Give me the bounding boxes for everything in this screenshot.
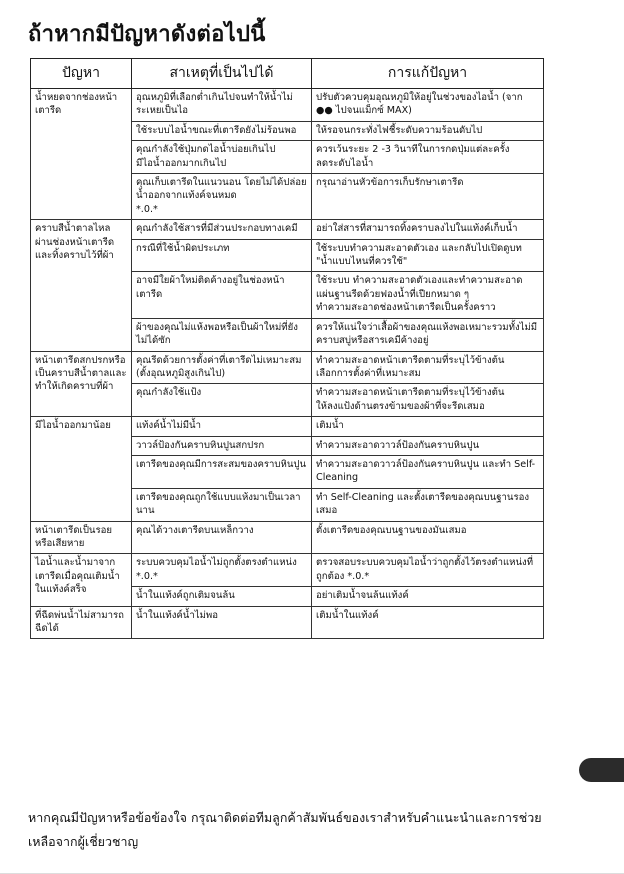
- footer-note: หากคุณมีปัญหาหรือข้อข้องใจ กรุณาติดต่อทีมลูกค้าสัมพันธ์ของเราสำหรับคำแนะนำและการช่วยเหลือจากผู้เชี่ยวชาญ: [28, 810, 542, 849]
- solution-cell: ใช้ระบบทำความสะอาดตัวเอง และกลับไปเปิดดูบท "น้ำแบบไหนที่ควรใช้": [312, 239, 544, 272]
- solution-cell: ทำ Self-Cleaning และตั้งเตารีดของคุณบนฐานรองเสมอ: [312, 488, 544, 521]
- column-header-solution: การแก้ปัญหา: [312, 59, 544, 89]
- cause-cell: วาวล์ป้องกันคราบหินปูนสกปรก: [132, 436, 312, 455]
- problem-cell: มีไอน้ำออกมาน้อย: [31, 417, 132, 521]
- table-row: [31, 351, 544, 384]
- solution-cell: เติมน้ำในแท้งค์: [312, 606, 544, 639]
- solution-cell: เติมน้ำ: [312, 417, 544, 436]
- cause-cell: น้ำในแท้งค์น้ำไม่พอ: [132, 606, 312, 639]
- problem-cell: คราบสีน้ำตาลไหลผ่านช่องหน้าเตารีดและทิ้งคราบไว้ที่ผ้า: [31, 220, 132, 351]
- solution-cell: กรุณาอ่านหัวข้อการเก็บรักษาเตารีด: [312, 174, 544, 220]
- table-row: [31, 521, 544, 554]
- table-row: [31, 220, 544, 239]
- cause-cell: คุณกำลังใช้ปุ่มกดไอน้ำบ่อยเกินไป มีไอน้ำออกมากเกินไป: [132, 141, 312, 174]
- cause-cell: อุณหภูมิที่เลือกต่ำเกินไปจนทำให้น้ำไม่ระเหยเป็นไอ: [132, 89, 312, 122]
- problem-cell: น้ำหยดจากช่องหน้าเตารีด: [31, 89, 132, 220]
- solution-cell: อย่าเติมน้ำจนล้นแท้งค์: [312, 587, 544, 606]
- solution-cell: ปรับตัวควบคุมอุณหภูมิให้อยู่ในช่วงของไอน้ำ (จาก ●● ไปจนแม็กซ์ MAX): [312, 89, 544, 122]
- cause-cell: แท้งค์น้ำไม่มีน้ำ: [132, 417, 312, 436]
- cause-cell: คุณกำลังใช้สารที่มีส่วนประกอบทางเคมี: [132, 220, 312, 239]
- troubleshooting-table: [30, 58, 544, 639]
- cause-cell: ระบบควบคุมไอน้ำไม่ถูกตั้งตรงตำแหน่ง *.0.*: [132, 554, 312, 587]
- cause-cell: เตารีดของคุณถูกใช้แบบแห้งมาเป็นเวลานาน: [132, 488, 312, 521]
- cause-cell: คุณได้วางเตารีดบนเหล็กวาง: [132, 521, 312, 554]
- problem-cell: ไอน้ำและน้ำมาจากเตารีดเมื่อคุณเติมน้ำในแท้งค์สร็จ: [31, 554, 132, 606]
- column-header-cause: สาเหตุที่เป็นไปได้: [132, 59, 312, 89]
- table-row: [31, 417, 544, 436]
- cause-cell: น้ำในแท้งค์ถูกเติมจนล้น: [132, 587, 312, 606]
- solution-cell: ทำความสะอาดหน้าเตารีดตามที่ระบุไว้ข้างต้น ให้ลงแป้งด้านตรงข้ามของผ้าที่จะรีดเสมอ: [312, 384, 544, 417]
- table-row: [31, 89, 544, 122]
- solution-cell: ทำความสะอาดวาวล์ป้องกันคราบหินปูน และทำ Self-Cleaning: [312, 455, 544, 488]
- solution-cell: ใช้ระบบ ทำความสะอาดตัวเองและทำความสะอาดแผ่นฐานรีดด้วยฟองน้ำที่เปียกหมาด ๆ ทำความสะอาดช่องหน้าเตารีดเป็นครั้งคราว: [312, 272, 544, 318]
- solution-cell: ตรวจสอบระบบควบคุมไอน้ำว่าถูกตั้งไว้ตรงตำแหน่งที่ถูกต้อง *.0.*: [312, 554, 544, 587]
- problem-cell: หน้าเตารีดเป็นรอยหรือเสียหาย: [31, 521, 132, 554]
- solution-cell: ทำความสะอาดหน้าเตารีดตามที่ระบุไว้ข้างต้น เลือกการตั้งค่าที่เหมาะสม: [312, 351, 544, 384]
- cause-cell: คุณรีดด้วยการตั้งค่าที่เตารีดไม่เหมาะสม (ตั้งอุณหภูมิสูงเกินไป): [132, 351, 312, 384]
- table-header-row: [31, 59, 544, 89]
- problem-cell: หน้าเตารีดสกปรกหรือเป็นคราบสีน้ำตาลและทำให้เกิดคราบที่ผ้า: [31, 351, 132, 417]
- solution-cell: อย่าใส่สารที่สามารถทิ้งคราบลงไปในแท้งค์เก็บน้ำ: [312, 220, 544, 239]
- solution-cell: ควรให้แน่ใจว่าเสื้อผ้าของคุณแห้งพอเหมาะรวมทั้งไม่มีคราบสบู่หรือสารเคมีค้างอยู่: [312, 318, 544, 351]
- cause-cell: อาจมีใยผ้าใหม่ติดค้างอยู่ในช่องหน้าเตารีด: [132, 272, 312, 318]
- cause-cell: คุณกำลังใช้แป้ง: [132, 384, 312, 417]
- page-title: ถ้าหากมีปัญหาดังต่อไปนี้: [28, 22, 266, 47]
- table-row: [31, 606, 544, 639]
- column-header-problem: ปัญหา: [31, 59, 132, 89]
- solution-cell: ควรเว้นระยะ 2 -3 วินาทีในการกดปุ่มแต่ละครั้ง ลดระดับไอน้ำ: [312, 141, 544, 174]
- cause-cell: ใช้ระบบไอน้ำขณะที่เตารีดยังไม่ร้อนพอ: [132, 121, 312, 140]
- solution-cell: ให้รอจนกระทั่งไฟชี้ระดับความร้อนดับไป: [312, 121, 544, 140]
- solution-cell: ตั้งเตารีดของคุณบนฐานของมันเสมอ: [312, 521, 544, 554]
- table-row: [31, 554, 544, 587]
- cause-cell: กรณีที่ใช้น้ำผิดประเภท: [132, 239, 312, 272]
- cause-cell: เตารีดของคุณมีการสะสมของคราบหินปูน: [132, 455, 312, 488]
- table-body: [31, 89, 544, 639]
- solution-cell: ทำความสะอาดวาวล์ป้องกันคราบหินปูน: [312, 436, 544, 455]
- cause-cell: คุณเก็บเตารีดในแนวนอน โดยไม่ได้ปล่อยน้ำออกจากแท้งค์จนหมด *.0.*: [132, 174, 312, 220]
- problem-cell: ที่ฉีดพ่นน้ำไม่สามารถฉีดได้: [31, 606, 132, 639]
- cause-cell: ผ้าของคุณไม่แห้งพอหรือเป็นผ้าใหม่ที่ยังไม่ได้ซัก: [132, 318, 312, 351]
- page-tab-marker: [579, 758, 624, 782]
